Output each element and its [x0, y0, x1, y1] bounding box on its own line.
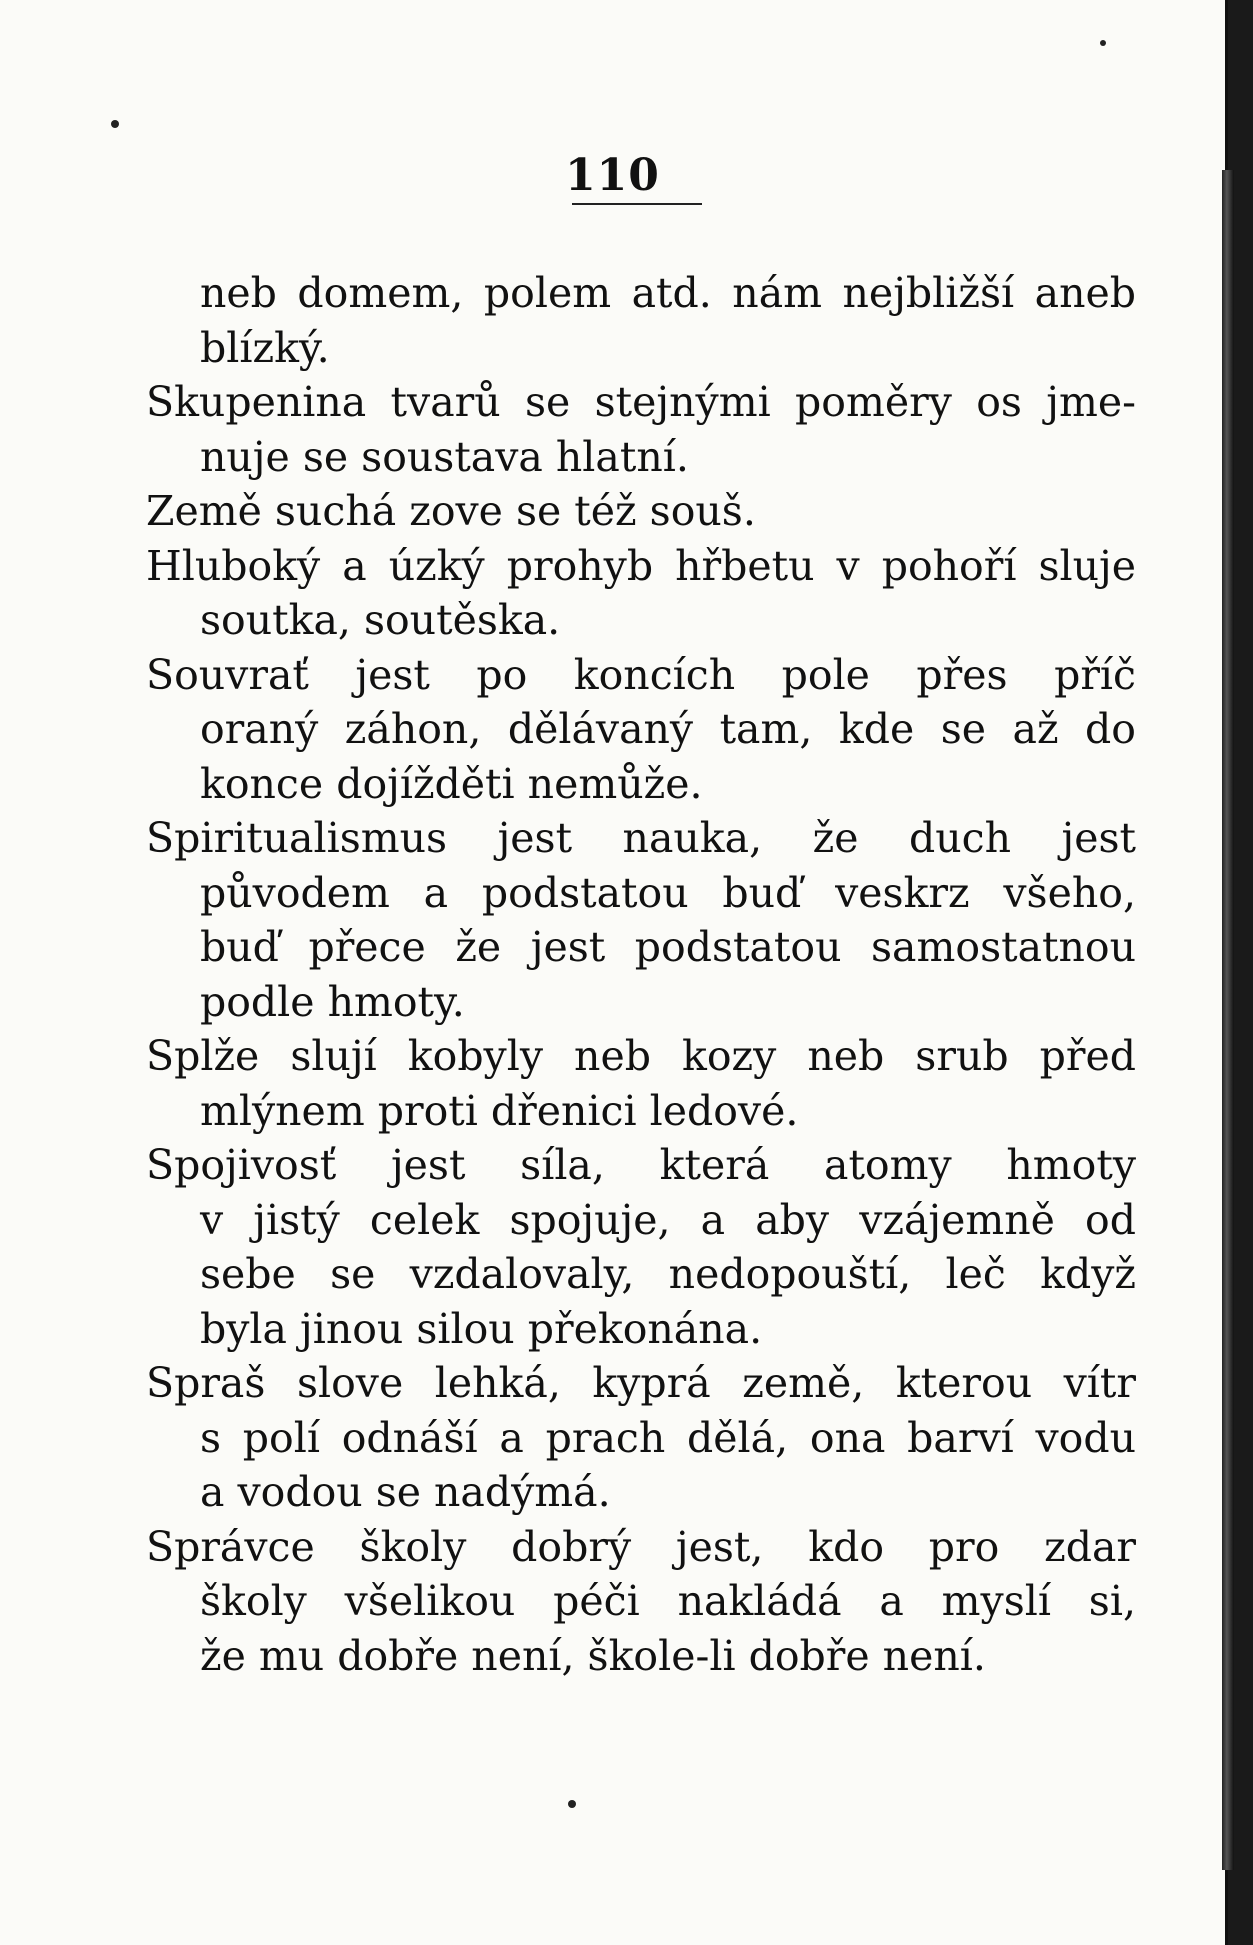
- text-line: podle hmoty.: [200, 977, 465, 1026]
- text-line: sebe se vzdalovaly, nedopouští, leč když: [200, 1250, 1136, 1298]
- text-line: Splže slují kobyly neb kozy neb srub před: [146, 1032, 1136, 1080]
- text-line: Skupenina tvarů se stejnými poměry os jme-: [146, 378, 1136, 426]
- text-line: Hluboký a úzký prohyb hřbetu v pohoří sluje: [146, 541, 1136, 590]
- text-line: soutka, soutěska.: [200, 596, 561, 644]
- text-line: nuje se soustava hlatní.: [200, 432, 689, 481]
- text-line: byla jinou silou překonána.: [200, 1304, 763, 1353]
- page-number: 110: [565, 150, 660, 201]
- speck-mark: [568, 1800, 576, 1808]
- text-line: blízký.: [200, 323, 330, 372]
- text-line: Země suchá zove se též souš.: [146, 487, 756, 535]
- speck-mark: [1100, 40, 1106, 46]
- text-line: konce dojížděti nemůže.: [200, 759, 703, 808]
- text-line: buď přece že jest podstatou samostatnou: [200, 923, 1136, 971]
- text-line: Spiritualismus jest nauka, že duch jest: [146, 814, 1136, 862]
- text-line: oraný záhon, dělávaný tam, kde se až do: [200, 705, 1136, 753]
- text-line: neb domem, polem atd. nám nejbližší aneb: [200, 269, 1136, 317]
- text-line: původem a podstatou buď veskrz všeho,: [200, 868, 1136, 917]
- text-line: Souvrať jest po koncích pole přes příč: [146, 650, 1136, 699]
- page-text: [146, 266, 1136, 1683]
- page-number-rule: [572, 203, 702, 205]
- text-line: že mu dobře není, škole-li dobře není.: [200, 1631, 986, 1680]
- text-line: mlýnem proti dřenici ledové.: [200, 1086, 799, 1135]
- text-line: Spojivosť jest síla, která atomy hmoty: [146, 1141, 1136, 1189]
- page-edge-shadow: [1222, 170, 1234, 1870]
- text-line: školy všelikou péči nakládá a myslí si,: [200, 1577, 1136, 1625]
- text-line: Spraš slove lehká, kyprá země, kterou vítr: [146, 1359, 1136, 1407]
- speck-mark: [111, 120, 119, 128]
- text-line: a vodou se nadýmá.: [200, 1468, 611, 1516]
- text-line: v jistý celek spojuje, a aby vzájemně od: [200, 1195, 1136, 1244]
- text-line: s polí odnáší a prach dělá, ona barví vodu: [200, 1413, 1136, 1462]
- text-line: Správce školy dobrý jest, kdo pro zdar: [146, 1522, 1136, 1571]
